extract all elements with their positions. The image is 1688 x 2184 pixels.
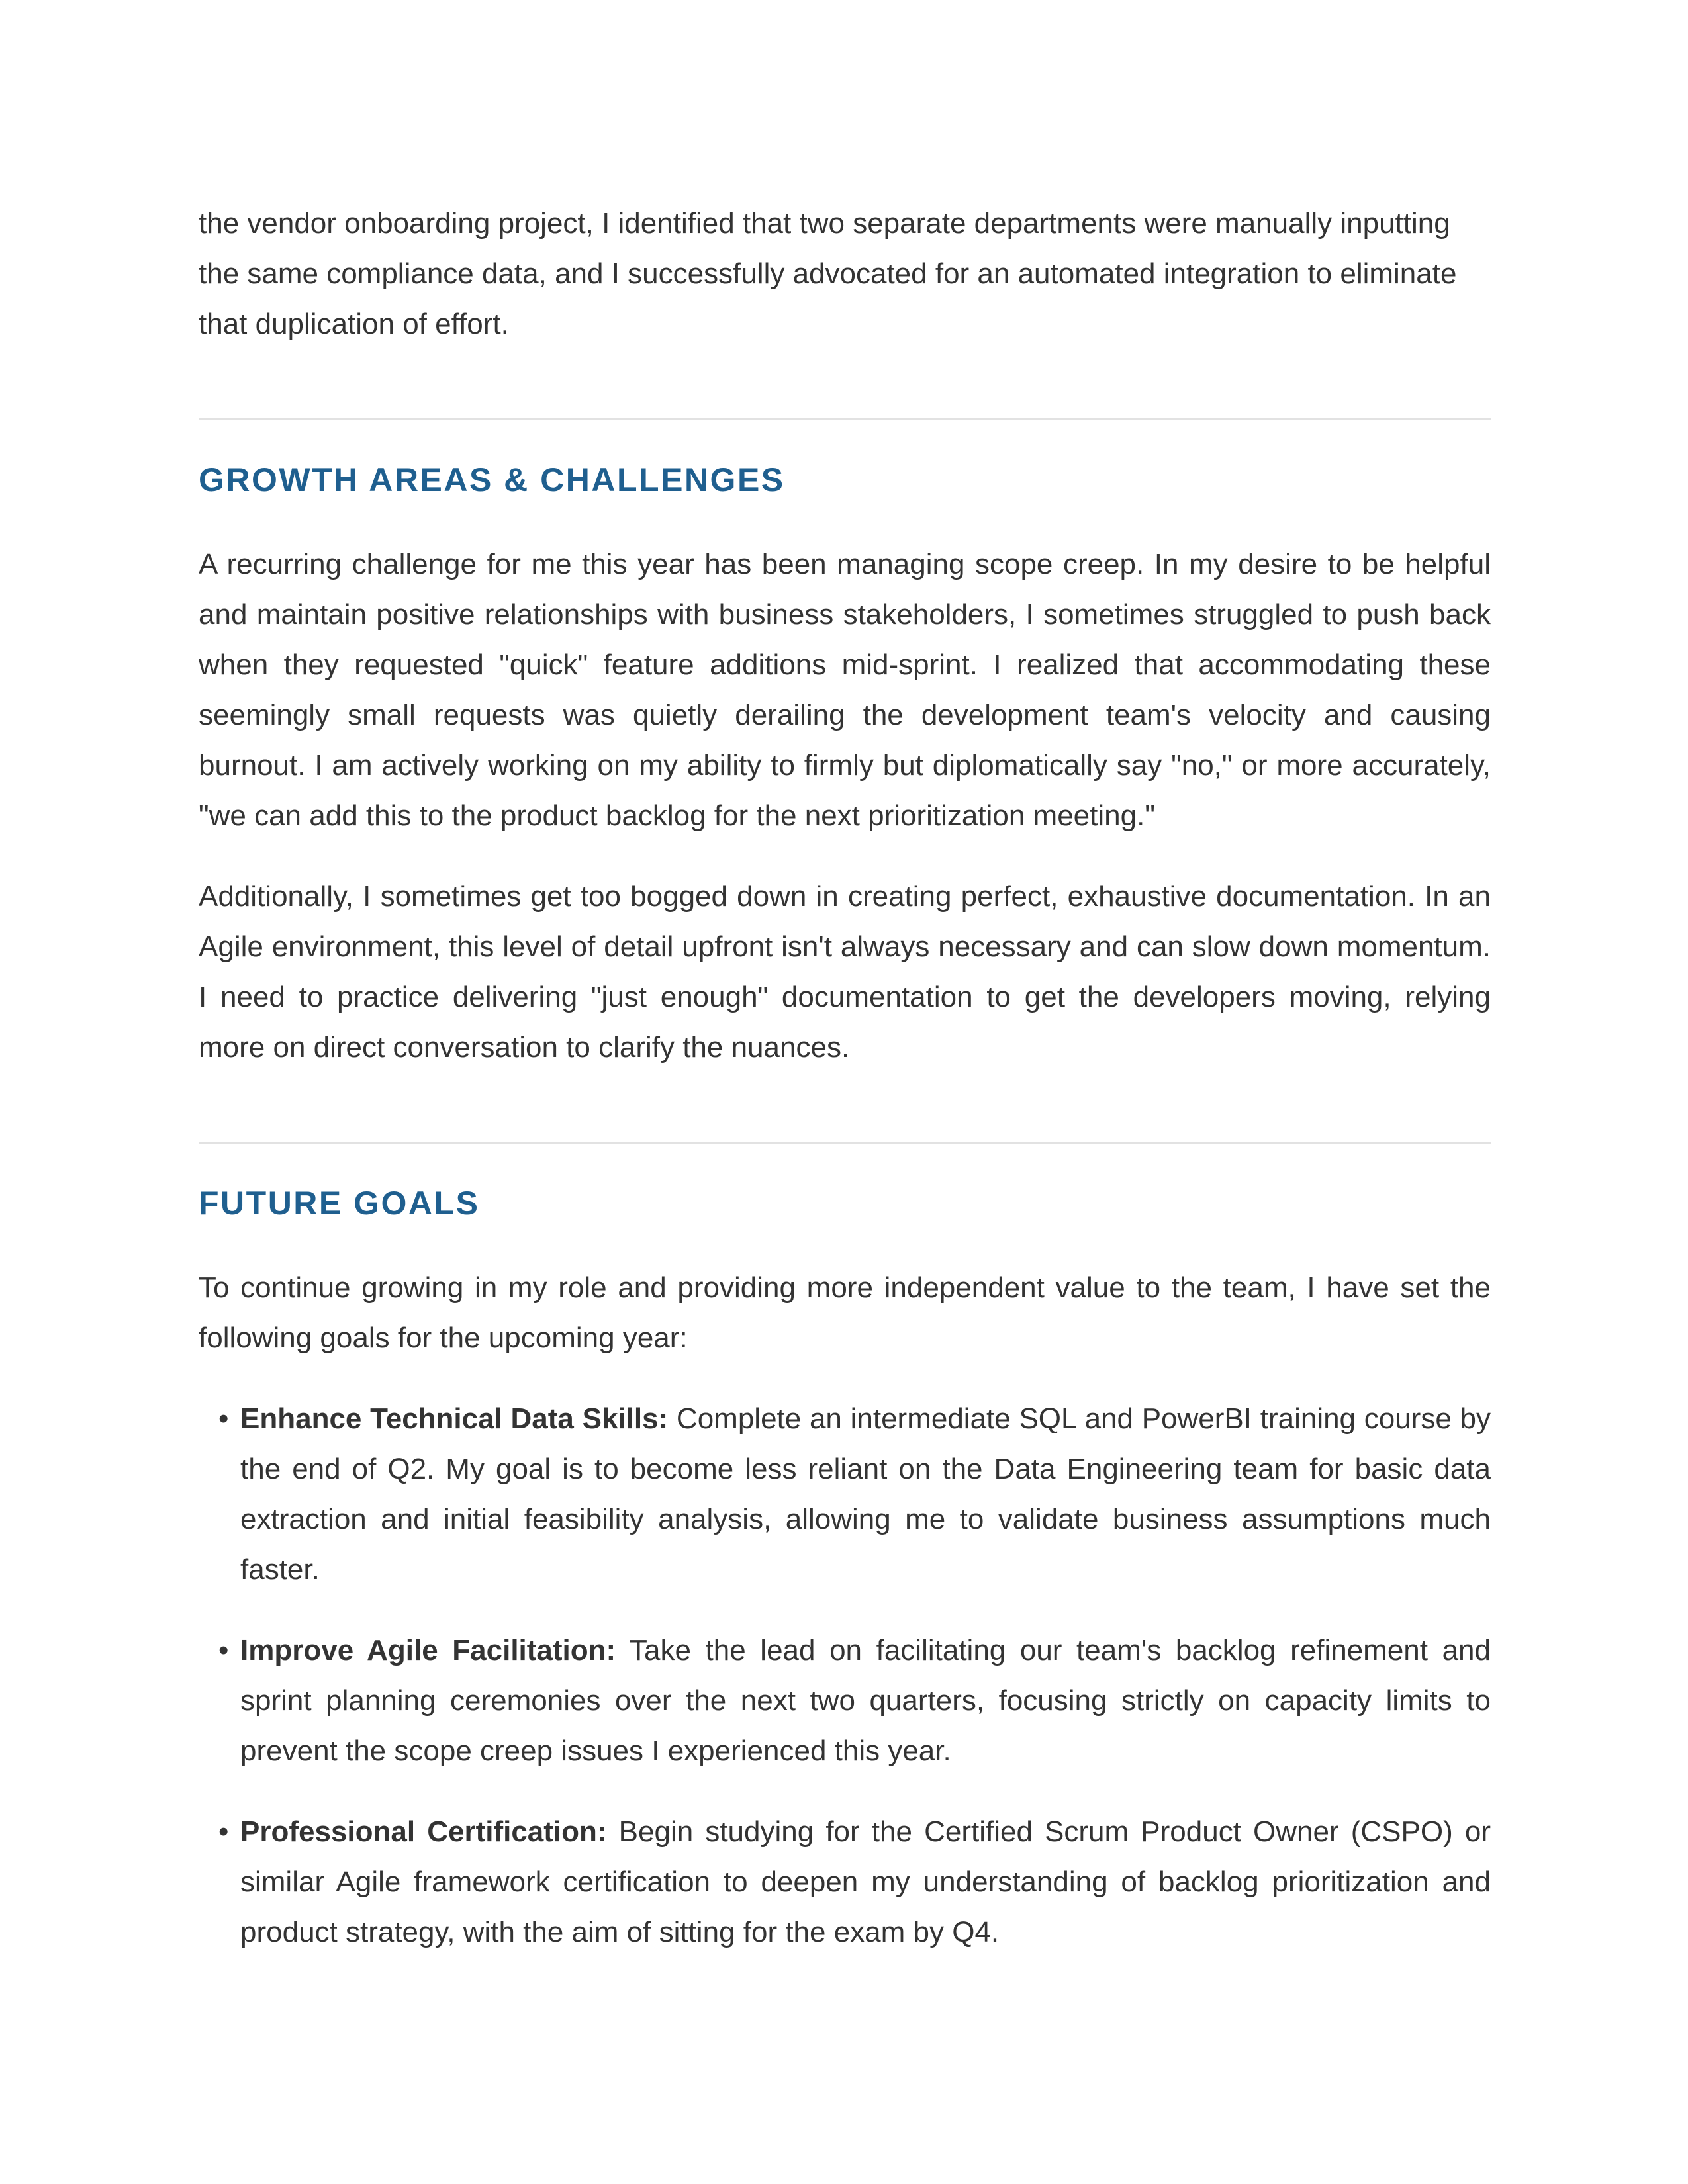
future-goals-section bbox=[199, 1183, 1491, 1958]
growth-areas-heading: GROWTH AREAS & CHALLENGES bbox=[199, 461, 785, 498]
bullet-icon: • bbox=[218, 1815, 229, 1848]
goal-title: Improve Agile Facilitation: bbox=[240, 1634, 616, 1666]
document-page bbox=[199, 199, 1491, 1988]
future-goals-heading: FUTURE GOALS bbox=[199, 1185, 480, 1222]
goal-description: Take the lead on facilitating our team's backlog refinement and sprint planning ceremonies over the next two quarters, focusing strictly on capacity limits to prevent the scope creep issues I experienced this year. bbox=[240, 1634, 1491, 1767]
goals-list bbox=[199, 1394, 1491, 1958]
section-divider bbox=[199, 1142, 1491, 1144]
growth-paragraph-scope-creep: A recurring challenge for me this year has been managing scope creep. In my desire to be helpful and maintain positive relationships with business stakeholders, I sometimes struggled to push back when they requested "quick" feature additions mid-sprint. I realized that accommodating these seemingly small requests was quietly derailing the development team's velocity and causing burnout. I am actively working on my ability to firmly but diplomatically say "no," or more accurately, "we can add this to the product backlog for the next prioritization meeting." bbox=[199, 548, 1491, 832]
bullet-icon: • bbox=[218, 1634, 229, 1666]
growth-paragraph-documentation: Additionally, I sometimes get too bogged down in creating perfect, exhaustive documentation. In an Agile environment, this level of detail upfront isn't always necessary and can slow down momentum. I need to practice delivering "just enough" documentation to get the developers moving, relying more on direct conversation to clarify the nuances. bbox=[199, 880, 1491, 1064]
goal-title: Professional Certification: bbox=[240, 1815, 607, 1848]
section-divider bbox=[199, 418, 1491, 420]
goal-title: Enhance Technical Data Skills: bbox=[240, 1402, 669, 1435]
future-goals-intro: To continue growing in my role and providing more independent value to the team, I have set the following goals for the upcoming year: bbox=[199, 1271, 1491, 1354]
goal-item-agile-facilitation bbox=[199, 1625, 1491, 1776]
intro-continuation-paragraph: the vendor onboarding project, I identified that two separate departments were manually inputting the same compliance data, and I successfully advocated for an automated integration to eliminate that duplication of effort. bbox=[199, 207, 1457, 340]
goal-description: Begin studying for the Certified Scrum Product Owner (CSPO) or similar Agile framework certification to deepen my understanding of backlog prioritization and product strategy, with the aim of sitting for the exam by Q4. bbox=[240, 1815, 1491, 1948]
goal-item-data-skills bbox=[199, 1394, 1491, 1595]
bullet-icon: • bbox=[218, 1402, 229, 1435]
goal-description: Complete an intermediate SQL and PowerBI training course by the end of Q2. My goal is to become less reliant on the Data Engineering team for basic data extraction and initial feasibility analysis, allowing me to validate business assumptions much faster. bbox=[240, 1402, 1491, 1586]
growth-areas-section bbox=[199, 460, 1491, 1073]
goal-item-certification bbox=[199, 1807, 1491, 1958]
